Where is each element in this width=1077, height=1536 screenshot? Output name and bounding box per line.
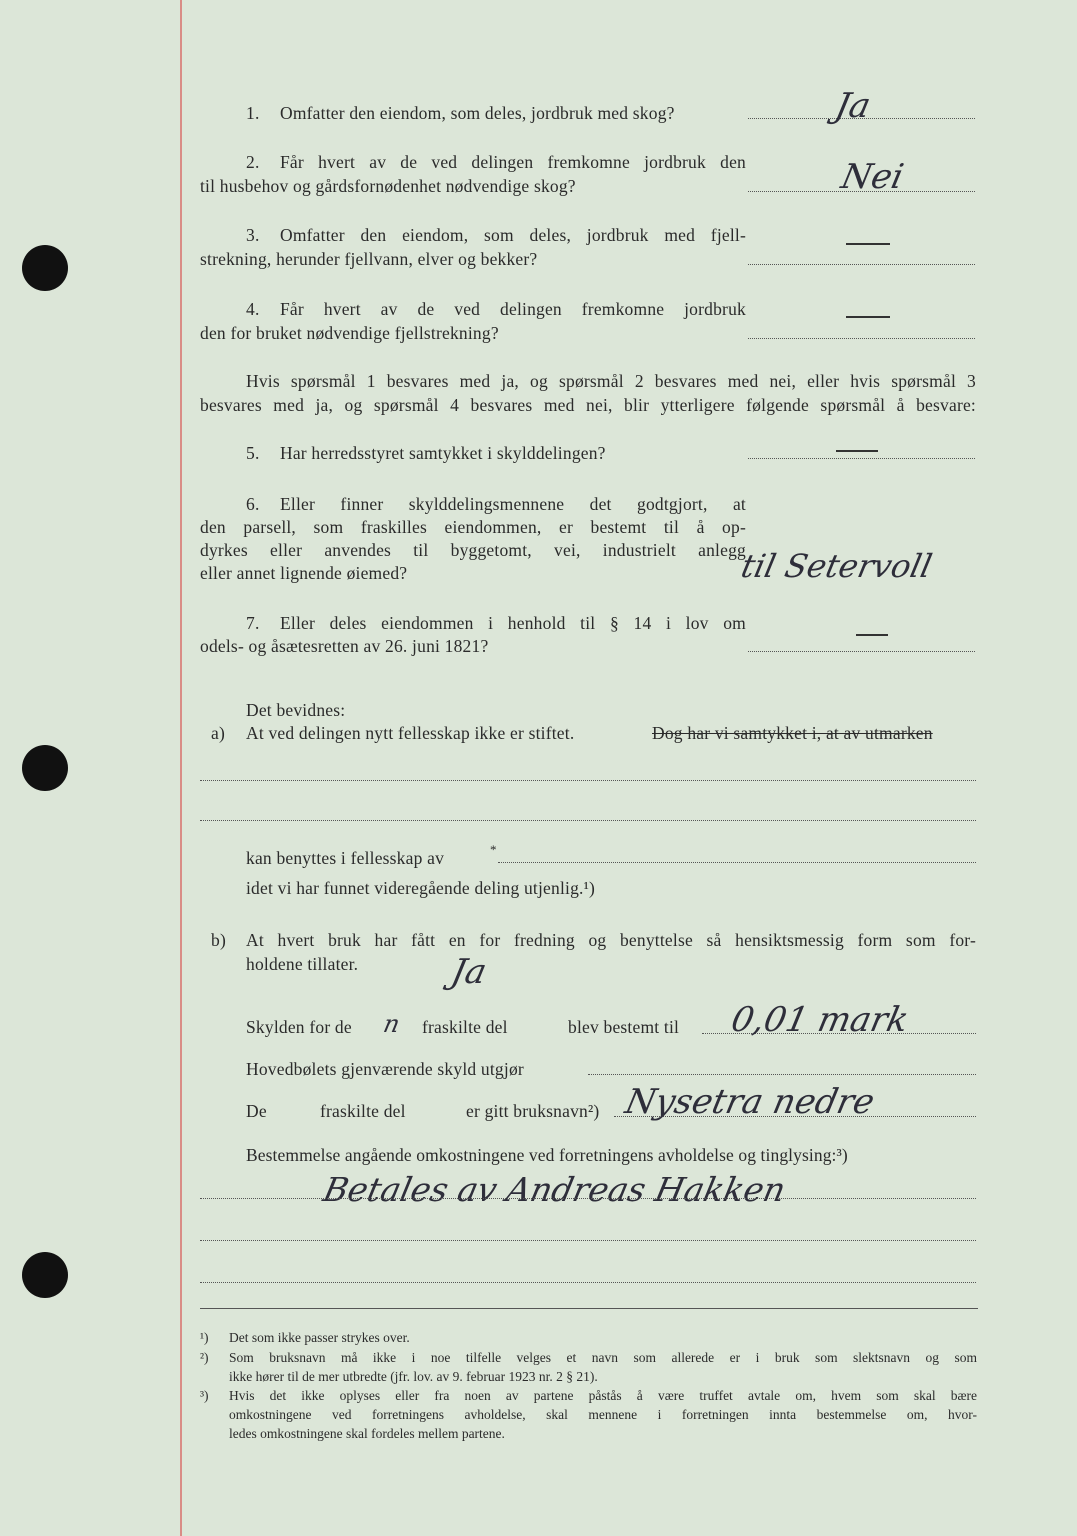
bestemmelse-line-1 [200,1198,976,1199]
q5-answer-line [748,458,975,459]
q2-line1: Får hvert av de ved delingen fremkomne jordbruk den [280,152,746,172]
attest-b-handwritten-answer: Ja [447,952,491,992]
attest-a-text: At ved delingen nytt fellesskap ikke er stiftet. [246,723,575,743]
q7-dash-answer [856,634,888,636]
attest-b-line2: holdene tillater. [246,954,359,974]
q6-line1: Eller finner skylddelingsmennene det godtgjort, at [280,494,746,514]
skyld-handwritten-value: 0,01 mark [727,1000,913,1040]
q6-handwritten-answer: til Setervoll [737,547,936,585]
q6-line3: dyrkes eller anvendes til byggetomt, vei, industrielt anlegg [200,540,746,560]
q6-number: 6. [246,494,260,514]
attest-a-struck-text: Dog har vi samtykket i, at av utmarken [652,723,933,743]
attest-heading: Det bevidnes: [246,700,346,720]
q1-number: 1. [246,103,260,123]
q7-line2: odels- og åsætesretten av 26. juni 1821? [200,636,489,656]
q6-line4: eller annet lignende øiemed? [200,563,408,583]
footnote-2-mark: ²) [200,1350,209,1365]
attest-b-line1: At hvert bruk har fått en for fredning og benyttelse så hensiktsmessig form som for- [246,930,976,950]
hovedbol-line [588,1074,976,1075]
kan-benyttes-text: kan benyttes i fellesskap av [246,848,445,868]
footnote-1-text: Det som ikke passer strykes over. [229,1330,410,1345]
skyld-handwritten-n: n [381,1010,403,1038]
q4-line2: den for bruket nødvendige fjellstrekning? [200,323,499,343]
bruksnavn-handwritten-value: Nysetra nedre [621,1082,878,1122]
skyld-label-c: blev bestemt til [568,1017,680,1037]
q3-answer-line [748,264,975,265]
q3-number: 3. [246,225,260,245]
attest-a-label: a) [211,723,225,743]
footnote-1-mark: ¹) [200,1330,209,1345]
q4-dash-answer [846,316,890,318]
bestemmelse-line-3 [200,1282,976,1283]
de-label: De [246,1101,267,1121]
bestemmelse-handwritten-value: Betales av Andreas Hakken [319,1170,790,1209]
footnote-3-mark: ³) [200,1388,209,1403]
bruksnavn-label: er gitt bruksnavn²) [466,1101,600,1121]
fraskilte-del-label: fraskilte del [320,1101,406,1121]
attest-b-label: b) [211,930,226,950]
q1-text: Omfatter den eiendom, som deles, jordbruk med skog? [280,103,675,123]
q2-number: 2. [246,152,260,172]
q5-dash-answer [836,450,878,452]
punch-hole-top [22,245,68,291]
q3-line2: strekning, herunder fjellvann, elver og bekker? [200,249,538,269]
attest-a-blank-line-2 [200,820,976,821]
q7-line1: Eller deles eiendommen i henhold til § 14 i lov om [280,613,746,633]
punch-hole-middle [22,745,68,791]
footnote-2-line2: ikke hører til de mer utbredte (jfr. lov. av 9. februar 1923 nr. 2 § 21). [229,1369,598,1384]
q3-dash-answer [846,243,890,245]
footnote-3-line2: omkostningene ved forretningens avholdelse, skal mennene i forretningen innta bestemmelse om, hvor- [229,1407,977,1422]
footnote-separator [200,1308,978,1309]
footnote-2-line1: Som bruksnavn må ikke i noe tilfelle velges et navn som allerede er i bruk som slektsnavn og som [229,1350,977,1365]
bestemmelse-label: Bestemmelse angående omkostningene ved forretningens avholdelse og tinglysing:³) [246,1145,848,1165]
footnote-3-line3: ledes omkostningene skal fordeles mellem partene. [229,1426,505,1441]
q5-text: Har herredsstyret samtykket i skylddelingen? [280,443,606,463]
skyld-label-b: fraskilte del [422,1017,508,1037]
q7-answer-line [748,651,975,652]
attest-a-blank-line-1 [200,780,976,781]
red-margin-line [180,0,182,1536]
hovedbol-label: Hovedbølets gjenværende skyld utgjør [246,1059,524,1079]
punch-hole-bottom [22,1252,68,1298]
q7-number: 7. [246,613,260,633]
q5-number: 5. [246,443,260,463]
bestemmelse-line-2 [200,1240,976,1241]
instruction-line1: Hvis spørsmål 1 besvares med ja, og spørsmål 2 besvares med nei, eller hvis spørsmål 3 [246,371,976,391]
skyld-label-a: Skylden for de [246,1017,352,1037]
idet-text: idet vi har funnet videregående deling utjenlig.¹) [246,878,596,898]
kan-benyttes-line [498,862,976,863]
kan-benyttes-asterisk: * [490,842,497,857]
q2-line2: til husbehov og gårdsfornødenhet nødvendige skog? [200,176,576,196]
instruction-line2: besvares med ja, og spørsmål 4 besvares med nei, blir ytterligere følgende spørsmål å besvare: [200,395,976,415]
q1-handwritten-answer: Ja [831,86,875,126]
q2-handwritten-answer: Nei [837,157,908,197]
q4-answer-line [748,338,975,339]
q4-number: 4. [246,299,260,319]
q6-line2: den parsell, som fraskilles eiendommen, er bestemt til å op- [200,517,746,537]
q3-line1: Omfatter den eiendom, som deles, jordbruk med fjell- [280,225,746,245]
q4-line1: Får hvert av de ved delingen fremkomne jordbruk [280,299,746,319]
footnote-3-line1: Hvis det ikke oplyses eller fra noen av partene påstås å være truffet avtale om, hvem som skal bære [229,1388,977,1403]
